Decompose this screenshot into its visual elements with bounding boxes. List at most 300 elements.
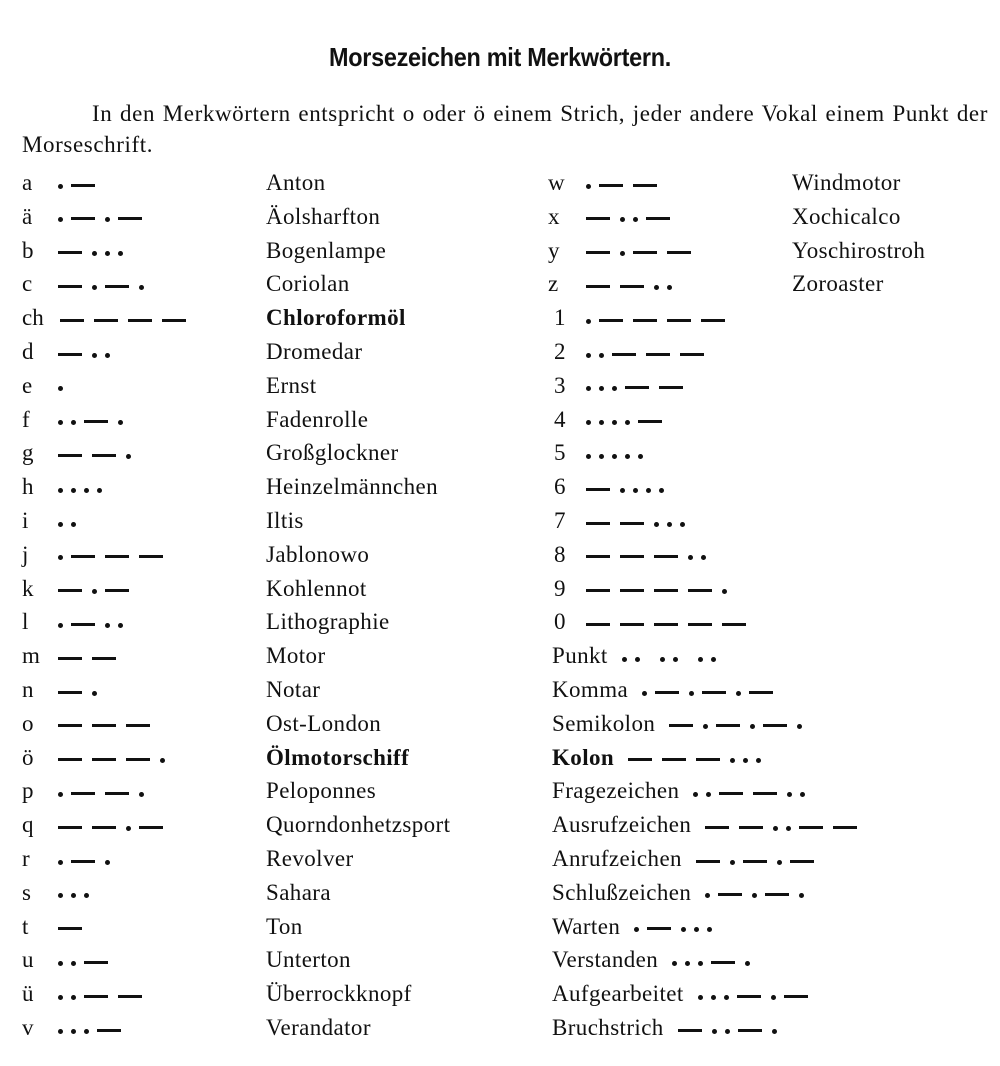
dot-mark: [667, 285, 672, 290]
dash-mark: [586, 285, 610, 288]
dash-mark: [654, 555, 678, 558]
dash-mark: [646, 217, 670, 220]
dash-mark: [586, 217, 610, 220]
dash-mark: [753, 792, 777, 795]
dash-mark: [71, 792, 95, 795]
dash-mark: [763, 724, 787, 727]
morse-row-digit-6: [554, 472, 1000, 502]
dash-mark: [586, 623, 610, 626]
morse-row-c: [22, 269, 502, 299]
morse-code: [58, 337, 118, 367]
morse-row-digit-2: [554, 337, 1000, 367]
morse-code: [586, 168, 667, 198]
dot-mark: [654, 285, 659, 290]
mnemonic-word: Ernst: [266, 372, 317, 398]
dash-mark: [711, 961, 735, 964]
dash-mark: [625, 386, 649, 389]
dot-mark: [58, 995, 63, 1000]
morse-row-i: [22, 506, 502, 536]
dot-mark: [92, 691, 97, 696]
morse-row-ä: [22, 202, 502, 232]
dot-mark: [620, 217, 625, 222]
dash-mark: [696, 758, 720, 761]
dash-mark: [92, 758, 116, 761]
dot-mark: [118, 251, 123, 256]
dash-mark: [633, 319, 657, 322]
letter-symbol: m: [22, 643, 40, 669]
dot-mark: [722, 589, 727, 594]
dash-mark: [620, 589, 644, 592]
dash-mark: [620, 623, 644, 626]
mnemonic-word: Anton: [266, 170, 326, 195]
morse-row-sign: [552, 945, 1000, 975]
morse-row-digit-5: [554, 438, 1000, 468]
sign-name: Verstanden: [552, 947, 659, 973]
mnemonic-word: Peloponnes: [266, 778, 377, 804]
dash-mark: [790, 860, 814, 863]
morse-code: [58, 405, 131, 435]
letter-symbol: f: [22, 406, 30, 432]
dash-mark: [688, 623, 712, 626]
morse-row-a: [22, 168, 502, 198]
dash-mark: [586, 488, 610, 491]
letter-symbol: x: [548, 203, 560, 229]
morse-row-b: [22, 236, 502, 266]
dot-mark: [771, 995, 776, 1000]
dot-mark: [599, 353, 604, 358]
letter-symbol: ü: [22, 981, 34, 1007]
dot-mark: [797, 724, 802, 729]
dash-mark: [722, 623, 746, 626]
dash-mark: [58, 724, 82, 727]
dash-mark: [705, 826, 729, 829]
morse-row-sign: [552, 878, 1000, 908]
letter-symbol: a: [22, 170, 33, 195]
dot-mark: [685, 961, 690, 966]
mnemonic-word: Kohlennot: [266, 575, 367, 601]
morse-row-ü: [22, 979, 502, 1009]
morse-code: [58, 168, 105, 198]
morse-code: [58, 979, 152, 1009]
dash-mark: [58, 454, 82, 457]
dot-mark: [633, 217, 638, 222]
mnemonic-word: Coriolan: [266, 271, 350, 297]
morse-code: [586, 236, 701, 266]
dot-mark: [58, 386, 63, 391]
dot-mark: [772, 1029, 777, 1034]
mnemonic-word: Großglockner: [266, 440, 399, 466]
morse-row-z: [548, 269, 1000, 299]
dash-mark: [105, 792, 129, 795]
dash-mark: [139, 826, 163, 829]
morse-row-digit-8: [554, 540, 1000, 570]
dot-mark: [58, 792, 63, 797]
page-title: Morsezeichen mit Merkwörtern.: [329, 42, 671, 72]
dash-mark: [118, 217, 142, 220]
dash-mark: [628, 758, 652, 761]
dot-mark: [786, 826, 791, 831]
dot-mark: [703, 724, 708, 729]
dash-mark: [586, 589, 610, 592]
mnemonic-word: Iltis: [266, 508, 304, 533]
morse-row-sign: [552, 641, 1000, 671]
dash-mark: [58, 589, 82, 592]
dot-mark: [680, 522, 685, 527]
morse-row-digit-7: [554, 506, 1000, 536]
dash-mark: [638, 420, 662, 423]
dot-mark: [698, 961, 703, 966]
letter-symbol: i: [22, 508, 29, 533]
letter-symbol: o: [22, 710, 34, 736]
dash-mark: [599, 319, 623, 322]
morse-row-sign: [552, 776, 1000, 806]
dash-mark: [738, 1029, 762, 1032]
morse-row-f: [22, 405, 502, 435]
dot-mark: [71, 488, 76, 493]
digit-symbol: 2: [554, 339, 566, 364]
dot-mark: [105, 623, 110, 628]
dash-mark: [84, 995, 108, 998]
dot-mark: [586, 386, 591, 391]
morse-row-g: [22, 438, 502, 468]
dot-mark: [58, 893, 63, 898]
dash-mark: [799, 826, 823, 829]
dash-mark: [58, 758, 82, 761]
dot-mark: [694, 927, 699, 932]
morse-row-sign: [552, 810, 1000, 840]
digit-symbol: 9: [554, 575, 566, 601]
morse-code: [58, 641, 126, 671]
dash-mark: [737, 995, 761, 998]
dot-mark: [160, 758, 165, 763]
dash-mark: [612, 353, 636, 356]
dash-mark: [719, 792, 743, 795]
dot-mark: [654, 522, 659, 527]
dash-mark: [702, 691, 726, 694]
dot-mark: [705, 893, 710, 898]
morse-row-n: [22, 675, 502, 705]
morse-row-w: [548, 168, 1000, 198]
dot-mark: [642, 691, 647, 696]
letter-symbol: v: [22, 1015, 34, 1040]
dash-mark: [105, 555, 129, 558]
dot-mark: [706, 792, 711, 797]
mnemonic-word: Unterton: [266, 947, 351, 973]
dash-mark: [718, 893, 742, 896]
digit-symbol: 4: [554, 406, 566, 432]
morse-code: [586, 472, 672, 502]
sign-name: Semikolon: [552, 710, 656, 736]
dot-mark: [105, 251, 110, 256]
dot-mark: [725, 1029, 730, 1034]
digit-symbol: 8: [554, 541, 566, 567]
morse-code: [628, 743, 769, 773]
digit-symbol: 0: [554, 609, 566, 635]
sign-name: Punkt: [552, 643, 608, 669]
dot-mark: [599, 454, 604, 459]
dot-mark: [681, 927, 686, 932]
letter-symbol: h: [22, 474, 34, 500]
dash-mark: [126, 758, 150, 761]
dash-mark: [739, 826, 763, 829]
morse-row-sign: [552, 675, 1000, 705]
morse-code: [586, 371, 693, 401]
morse-code: [586, 202, 680, 232]
dot-mark: [71, 420, 76, 425]
dot-mark: [750, 724, 755, 729]
dot-mark: [672, 961, 677, 966]
morse-row-k: [22, 574, 502, 604]
sign-name: Fragezeichen: [552, 778, 680, 804]
sign-name: Bruchstrich: [552, 1015, 664, 1040]
dot-mark: [612, 386, 617, 391]
dot-mark: [58, 488, 63, 493]
dot-mark: [667, 522, 672, 527]
morse-code: [58, 878, 97, 908]
morse-row-d: [22, 337, 502, 367]
dash-mark: [58, 285, 82, 288]
morse-code: [58, 371, 71, 401]
dot-mark: [620, 488, 625, 493]
morse-code: [58, 709, 160, 739]
dash-mark: [716, 724, 740, 727]
morse-row-sign: [552, 979, 1000, 1009]
morse-row-l: [22, 607, 502, 637]
dot-mark: [71, 522, 76, 527]
morse-code: [586, 574, 735, 604]
dot-mark: [71, 1029, 76, 1034]
dash-mark: [765, 893, 789, 896]
mnemonic-word: Ton: [266, 913, 303, 939]
dot-mark: [586, 454, 591, 459]
letter-symbol: ch: [22, 305, 44, 331]
dot-mark: [58, 555, 63, 560]
mnemonic-word: Ost-London: [266, 710, 382, 736]
morse-row-v: [22, 1013, 502, 1043]
dot-mark: [139, 285, 144, 290]
dash-mark: [654, 623, 678, 626]
dash-mark: [620, 555, 644, 558]
dot-mark: [71, 995, 76, 1000]
dash-mark: [105, 589, 129, 592]
dash-mark: [662, 758, 686, 761]
dash-mark: [688, 589, 712, 592]
dash-mark: [126, 724, 150, 727]
dash-mark: [118, 995, 142, 998]
letter-symbol: r: [22, 846, 30, 871]
morse-code: [586, 438, 651, 468]
dash-mark: [620, 285, 644, 288]
morse-code: [705, 810, 867, 840]
dash-mark: [71, 623, 95, 626]
letter-symbol: q: [22, 812, 34, 838]
letter-symbol: s: [22, 879, 31, 905]
morse-code: [698, 979, 818, 1009]
dot-mark: [71, 961, 76, 966]
letter-symbol: b: [22, 237, 34, 263]
morse-code: [586, 540, 714, 570]
morse-code: [58, 776, 152, 806]
dash-mark: [58, 826, 82, 829]
morse-code: [586, 337, 714, 367]
digit-symbol: 1: [554, 305, 566, 331]
dot-mark: [635, 657, 640, 662]
morse-code: [678, 1013, 785, 1043]
digit-symbol: 6: [554, 474, 566, 500]
letter-symbol: u: [22, 947, 34, 973]
dash-mark: [696, 860, 720, 863]
morse-row-j: [22, 540, 502, 570]
dash-mark: [58, 353, 82, 356]
mnemonic-word: Dromedar: [266, 339, 363, 364]
mnemonic-word: Quorndonhetzsport: [266, 812, 451, 838]
dash-mark: [586, 555, 610, 558]
morse-code: [642, 675, 783, 705]
dot-mark: [612, 420, 617, 425]
letter-symbol: z: [548, 271, 559, 297]
letter-symbol: l: [22, 609, 29, 635]
dash-mark: [71, 860, 95, 863]
morse-code: [669, 709, 810, 739]
dot-mark: [126, 454, 131, 459]
morse-row-ch: [22, 303, 502, 333]
morse-row-t: [22, 912, 502, 942]
dot-mark: [84, 488, 89, 493]
dot-mark: [118, 420, 123, 425]
dot-mark: [743, 758, 748, 763]
dot-mark: [625, 420, 630, 425]
dot-mark: [58, 420, 63, 425]
dot-mark: [638, 454, 643, 459]
morse-code: [586, 269, 680, 299]
mnemonic-word: Jablonowo: [266, 541, 370, 567]
dot-mark: [612, 454, 617, 459]
mnemonic-word: Fadenrolle: [266, 406, 369, 432]
dot-mark: [92, 589, 97, 594]
morse-row-m: [22, 641, 502, 671]
morse-code: [693, 776, 813, 806]
morse-code: [58, 607, 131, 637]
dot-mark: [707, 927, 712, 932]
morse-code: [58, 945, 118, 975]
mnemonic-word: Bogenlampe: [266, 237, 387, 263]
morse-code: [58, 202, 152, 232]
dot-mark: [586, 184, 591, 189]
morse-code: [622, 641, 724, 671]
dot-mark: [689, 691, 694, 696]
dash-mark: [620, 522, 644, 525]
dot-mark: [105, 353, 110, 358]
dot-mark: [800, 792, 805, 797]
morse-row-digit-9: [554, 574, 1000, 604]
sign-name: Komma: [552, 677, 629, 702]
morse-code: [705, 878, 812, 908]
dot-mark: [118, 623, 123, 628]
letter-symbol: d: [22, 339, 34, 364]
dot-mark: [58, 1029, 63, 1034]
dot-mark: [752, 893, 757, 898]
dot-mark: [58, 961, 63, 966]
dot-mark: [105, 860, 110, 865]
dot-mark: [92, 353, 97, 358]
dot-mark: [701, 555, 706, 560]
mnemonic-word: Heinzelmännchen: [266, 474, 439, 500]
dot-mark: [586, 319, 591, 324]
morse-code: [58, 236, 131, 266]
letter-symbol: k: [22, 575, 34, 601]
dash-mark: [139, 555, 163, 558]
dash-mark: [71, 555, 95, 558]
morse-code: [58, 912, 92, 942]
mnemonic-word: Äolsharfton: [266, 203, 381, 229]
dash-mark: [58, 657, 82, 660]
sign-name: Warten: [552, 913, 621, 939]
dot-mark: [787, 792, 792, 797]
dot-mark: [92, 285, 97, 290]
dash-mark: [669, 724, 693, 727]
morse-row-sign: [552, 844, 1000, 874]
morse-code: [58, 506, 84, 536]
dot-mark: [97, 488, 102, 493]
morse-row-digit-1: [554, 303, 1000, 333]
morse-row-r: [22, 844, 502, 874]
dash-mark: [680, 353, 704, 356]
morse-row-p: [22, 776, 502, 806]
dash-mark: [586, 522, 610, 525]
morse-code: [58, 675, 105, 705]
dash-mark: [678, 1029, 702, 1032]
dash-mark: [92, 724, 116, 727]
dash-mark: [749, 691, 773, 694]
morse-code: [58, 1013, 131, 1043]
dash-mark: [701, 319, 725, 322]
dot-mark: [698, 657, 703, 662]
morse-code: [58, 844, 118, 874]
dot-mark: [736, 691, 741, 696]
dash-mark: [58, 691, 82, 694]
mnemonic-word: Yoschirostroh: [792, 237, 926, 263]
morse-code: [672, 945, 758, 975]
dash-mark: [71, 217, 95, 220]
dot-mark: [586, 420, 591, 425]
dot-mark: [620, 251, 625, 256]
dash-mark: [58, 251, 82, 254]
dot-mark: [58, 217, 63, 222]
morse-code: [58, 743, 173, 773]
letter-symbol: n: [22, 677, 34, 702]
mnemonic-word: Verandator: [266, 1015, 371, 1040]
dash-mark: [647, 927, 671, 930]
dot-mark: [58, 860, 63, 865]
morse-row-digit-3: [554, 371, 1000, 401]
dot-mark: [711, 657, 716, 662]
letter-symbol: ä: [22, 203, 33, 229]
mnemonic-word: Windmotor: [792, 170, 901, 195]
letter-symbol: y: [548, 237, 560, 263]
dash-mark: [58, 927, 82, 930]
mnemonic-word: Notar: [266, 677, 321, 702]
morse-code: [634, 912, 720, 942]
morse-code: [586, 303, 735, 333]
dot-mark: [756, 758, 761, 763]
letter-symbol: p: [22, 778, 34, 804]
dash-mark: [71, 184, 95, 187]
dash-mark: [599, 184, 623, 187]
dash-mark: [659, 386, 683, 389]
dot-mark: [58, 184, 63, 189]
letter-symbol: e: [22, 372, 33, 398]
dash-mark: [94, 319, 118, 322]
